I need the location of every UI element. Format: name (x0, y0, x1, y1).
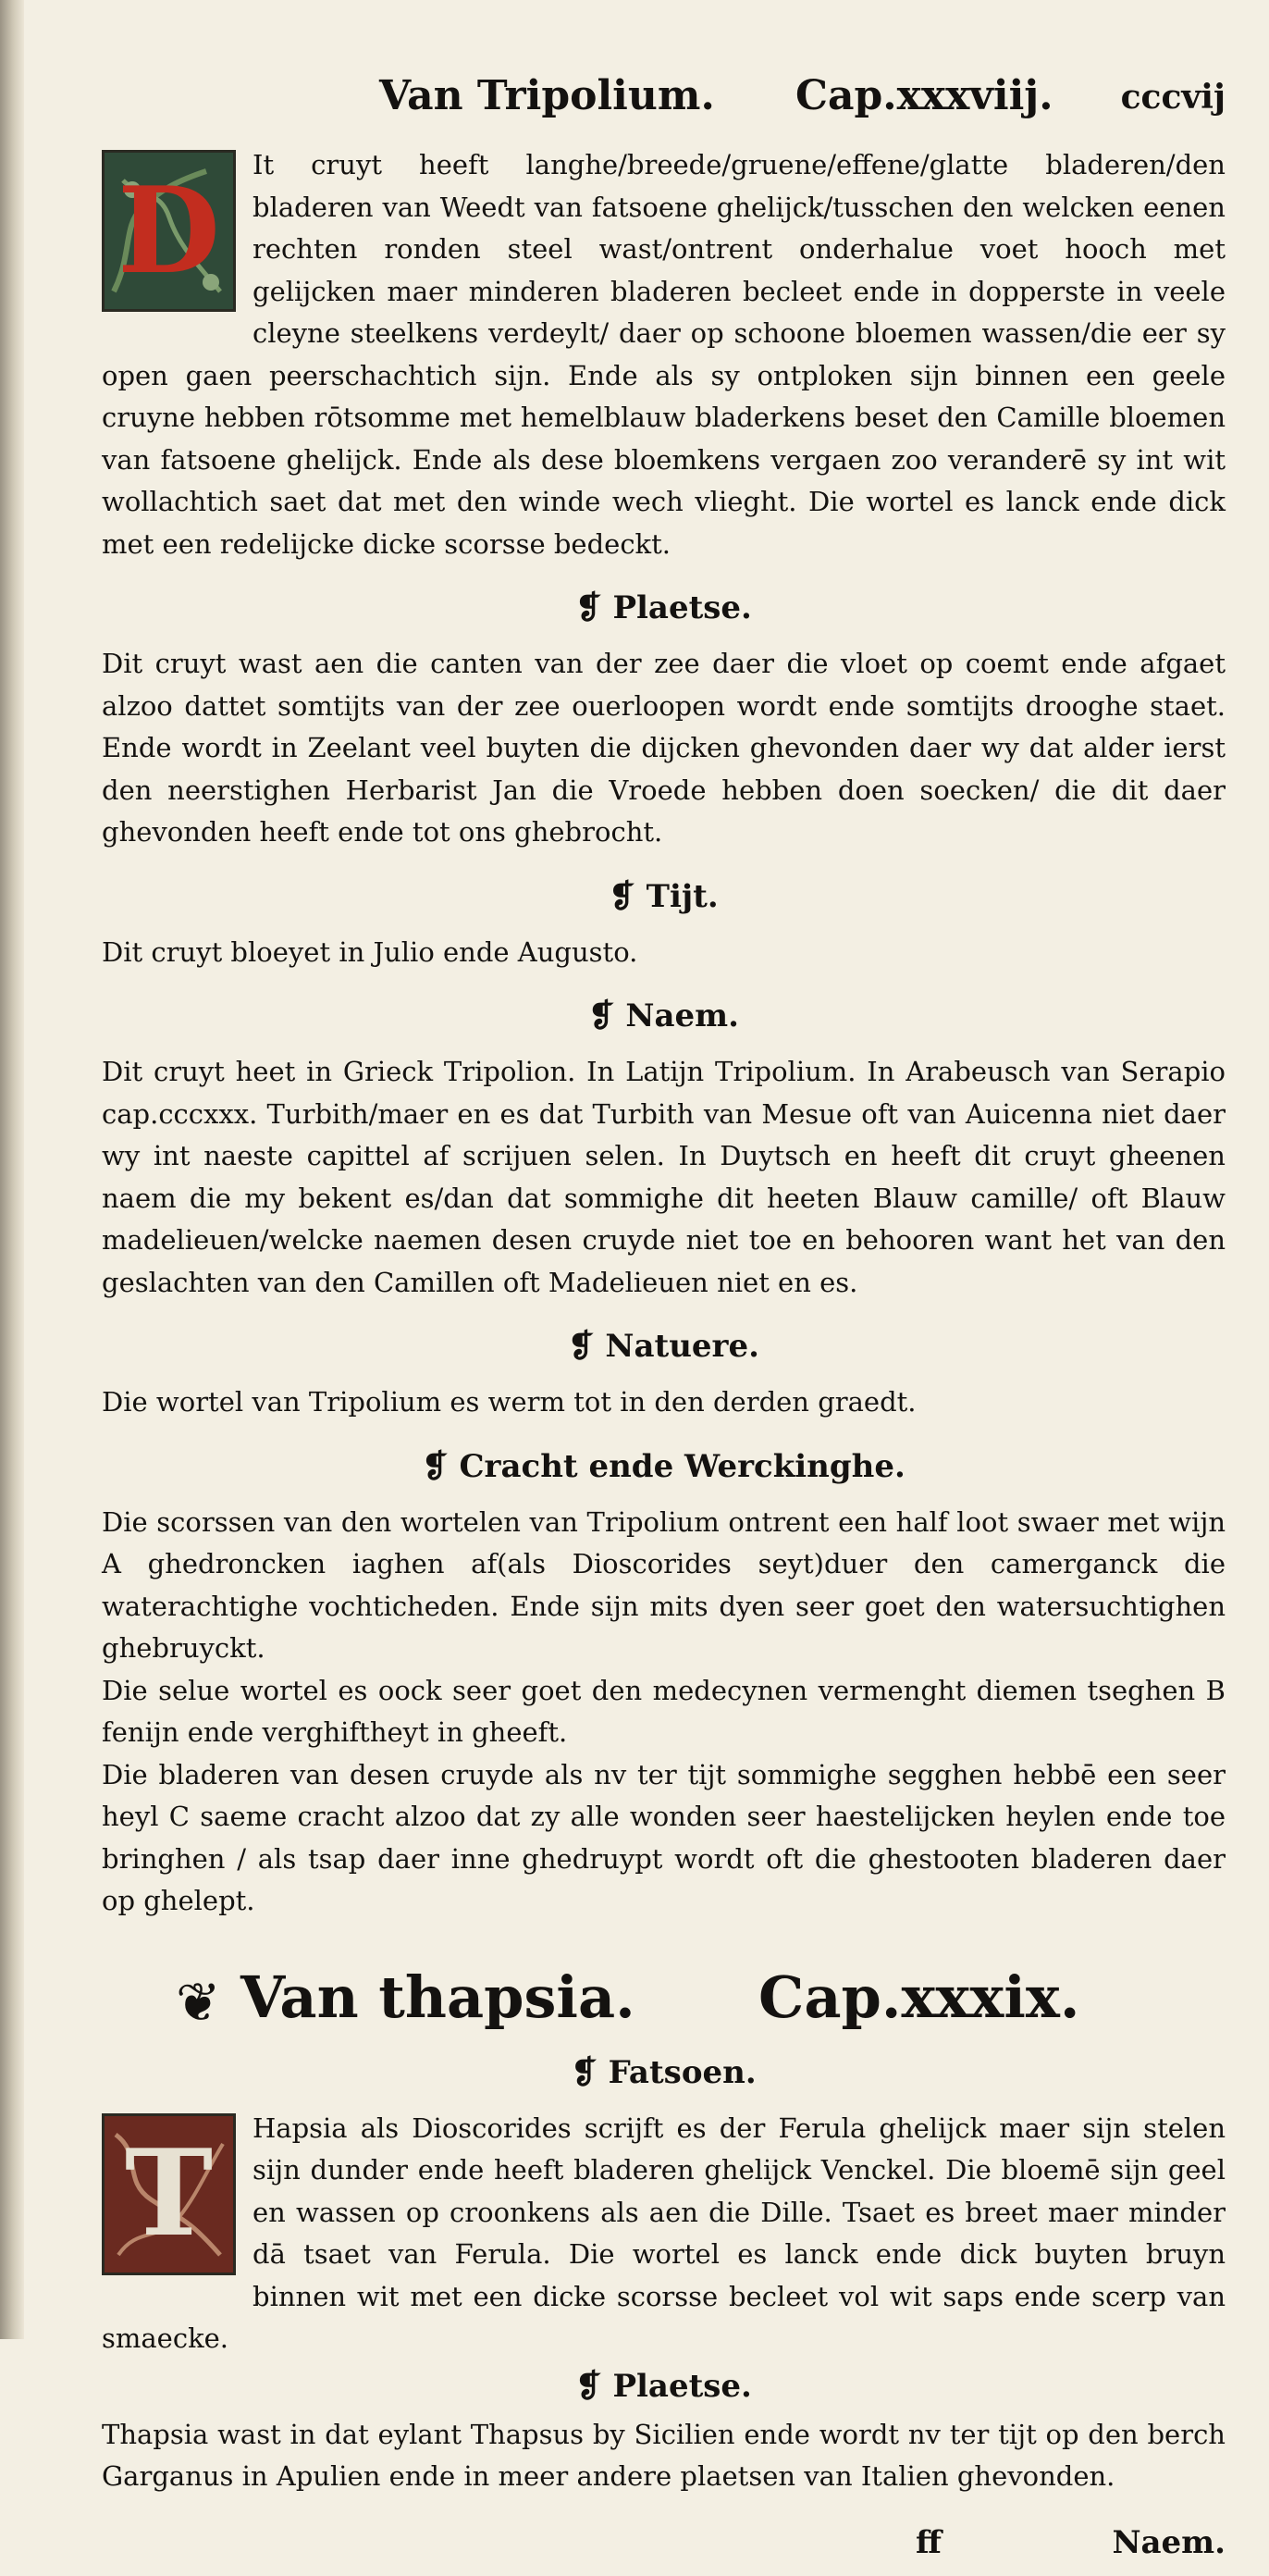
signature-mark: ff (916, 2523, 942, 2561)
section-paragraph: Die bladeren van desen cruyde als nv ter tijt sommighe segghen hebbē een seer heyl C saeme cracht alzoo dat zy alle wonden seer haestelijcken heylen ende toe bringhen / als tsap daer inne ghedruypt wordt oft die ghestooten bladeren daer op ghelept. (102, 1758, 1226, 1916)
decorated-initial (102, 150, 236, 312)
pilcrow-icon: ❡ (575, 589, 602, 626)
pilcrow-icon: ❡ (422, 1447, 449, 1485)
chapter-title (102, 1958, 1226, 2047)
running-head-chapter: Cap.xxxviij. (795, 72, 1053, 119)
thapsia-intro (102, 2108, 1226, 2360)
section-paragraph: Dit cruyt bloeyet in Julio ende Augusto. (102, 935, 638, 968)
section-cracht (102, 1448, 1226, 1923)
pilcrow-icon: ❡ (575, 2367, 602, 2405)
section-paragraph: Dit cruyt wast aen die canten van der zee daer die vloet op coemt ende afgaet alzoo dattet somtijts van der zee ouerloopen wordt ende somtijts drooghe staet. Ende wordt in Zeelant veel buyten die dijcken ghevonden daer wy dat alder ierst den neerstighen Herbarist Jan die Vroede hebben doen soecken/ die dit daer ghevonden heeft ende tot ons ghebrocht. (102, 648, 1226, 848)
section-heading (102, 878, 1226, 915)
decorated-initial (102, 2113, 236, 2275)
section-heading-text: Cracht ende Werckinghe. (459, 1447, 906, 1485)
folio-number: cccvij (1120, 78, 1226, 117)
section-heading-text: Plaetse. (612, 589, 752, 626)
section-paragraph: Dit cruyt heet in Grieck Tripolion. In Latijn Tripolium. In Arabeusch van Serapio cap.cccxxx. Turbith/maer en es dat Turbith van Mesue oft van Auicenna niet daer wy int naeste capittel af scrijuen selen. In Duytsch en heeft dit cruyt gheenen naem die my bekent es/dan dat sommighe dit heeten Blauw camille/ oft Blauw madelieuen/welcke naemen desen cruyde niet toe en behooren want het van den geslachten van den Camillen oft Madelieuen niet en es. (102, 1056, 1226, 1298)
tripolium-intro-text: It cruyt heeft langhe/breede/gruene/effene/glatte bladeren/den bladeren van Weedt van fatsoene ghelijck/tusschen den welcken eenen rechten ronden steel wast/ontrent onderhalue voet hooch met gelijcken maer minderen bladeren becleet ende in dopperste in veele cleyne steelkens verdeylt/ daer op schoone bloemen wassen/die eer sy open gaen peerschachtich sijn. Ende als sy ontploken sijn binnen een geele cruyne hebben rōtsomme met hemelblauw bladerkens beset den Camille bloemen van fatsoene ghelijck. Ende als dese bloemkens vergaen zoo veranderē sy int wit wollachtich saet dat met den winde wech vlieght. Die wortel es lanck ende dick met een redelijcke dicke scorsse bedeckt. (102, 149, 1226, 560)
initial-letter: T (124, 2124, 214, 2263)
pilcrow-icon: ❡ (571, 2053, 598, 2091)
section-paragraph: Die scorssen van den wortelen van Tripolium ontrent een half loot swaer met wijn A ghedroncken iaghen af(als Dioscorides seyt)duer den camerganck die waterachtighe vochticheden. Ende sijn mits dyen seer goet den watersuchtighen ghebruyckt. (102, 1505, 1226, 1664)
book-page (102, 65, 1226, 2561)
section-paragraph: Hapsia als Dioscorides scrijft es der Ferula ghelijck maer sijn stelen sijn dunder ende heeft bladeren ghelijck Venckel. Die bloemē sijn geel en wassen op croonkens als aen die Dille. Tsaet es breet maer minder dā tsaet van Ferula. Die wortel es lanck ende dick buyten bruyn binnen wit met een dicke scorsse becleet vol wit saps ende scerp van smaecke. (102, 2112, 1226, 2354)
chapter-number: Cap.xxxix. (758, 1963, 1080, 2031)
section-heading (102, 997, 1226, 1034)
section-paragraph: Die selue wortel es oock seer goet den medecynen vermenght diemen tseghen B fenijn ende verghiftheyt in gheeft. (102, 1674, 1226, 1748)
section-paragraph: Thapsia wast in dat eylant Thapsus by Sicilien ende wordt nv ter tijt op den berch Garganus in Apulien ende in meer andere plaetsen van Italien ghevonden. (102, 2418, 1226, 2492)
section-heading (102, 589, 1226, 626)
section-heading-text: Tijt. (646, 877, 719, 915)
section-heading (102, 2368, 1226, 2405)
catchword: Naem. (1112, 2523, 1226, 2561)
pilcrow-icon: ❡ (609, 877, 635, 915)
section-tijt (102, 878, 1226, 974)
section-thapsia-plaetse (102, 2368, 1226, 2498)
chapter-name: Van thapsia. (240, 1963, 635, 2031)
section-plaetse (102, 589, 1226, 854)
section-fatsoen (102, 2054, 1226, 2360)
page-footer (102, 2520, 1226, 2576)
section-heading (102, 1448, 1226, 1485)
section-heading (102, 1328, 1226, 1365)
pilcrow-icon: ❡ (568, 1328, 595, 1365)
section-naem (102, 997, 1226, 1304)
running-head (102, 65, 1226, 130)
fleuron-icon: ❦ (176, 1970, 221, 2034)
section-heading-text: Naem. (625, 997, 739, 1034)
section-natuere (102, 1328, 1226, 1424)
tripolium-intro (102, 144, 1226, 565)
section-paragraph: Die wortel van Tripolium es werm tot in den derden graedt. (102, 1386, 917, 1418)
initial-letter: D (117, 161, 220, 301)
pilcrow-icon: ❡ (588, 997, 615, 1034)
section-heading-text: Natuere. (605, 1328, 759, 1365)
book-gutter (0, 0, 24, 2339)
section-heading-text: Plaetse. (612, 2367, 752, 2405)
section-heading (102, 2054, 1226, 2091)
running-head-title: Van Tripolium. (379, 72, 715, 119)
section-heading-text: Fatsoen. (608, 2053, 757, 2091)
